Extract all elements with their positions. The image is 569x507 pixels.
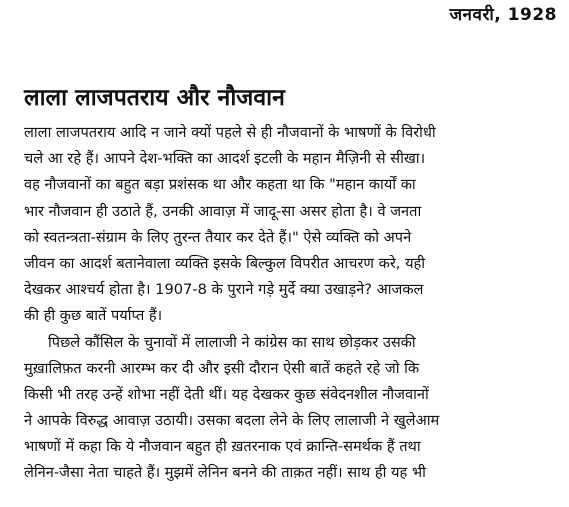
body-text xyxy=(24,120,554,487)
running-header-date: जनवरी, 1928 xyxy=(449,5,557,25)
text-line: मुख़ालिफ़त करनी आरम्भ कर दी और इसी दौरान ऐसी बातें कहते रहे जो कि xyxy=(24,359,420,377)
text-line: लाला लाजपतराय आदि न जाने क्यों पहले से ही नौजवानों के भाषणों के विरोधी xyxy=(24,124,436,141)
text-line: भार नौजवान ही उठाते हैं, उनकी आवाज़ में जादू-सा असर होता है। वे जनता xyxy=(24,202,422,220)
text-line: की ही कुछ बातें पर्याप्त हैं। xyxy=(24,307,163,325)
text-line: चले आ रहे हैं। आपने देश-भक्ति का आदर्श इटली के महान मैज़िनी से सीखा। xyxy=(24,150,426,168)
text-line: लेनिन-जैसा नेता चाहते हैं। मुझमें लेनिन बनने की ताक़त नहीं। साथ ही यह भी xyxy=(24,464,426,482)
text-line: किसी भी तरह उन्हें शोभा नहीं देती थीं। यह देखकर कुछ संवेदनशील नौजवानों xyxy=(24,385,429,403)
text-line: वह नौजवानों का बहुत बड़ा प्रशंसक था और कहता था कि "महान कार्यों का xyxy=(24,176,416,194)
text-line: पिछले कौंसिल के चुनावों में लालाजी ने कांग्रेस का साथ छोड़कर उसकी xyxy=(48,333,416,351)
text-line: को स्वतन्त्रता-संग्राम के लिए तुरन्त तैयार कर देते हैं।" ऐसे व्यक्ति को अपने xyxy=(24,228,412,246)
text-line: भाषणों में कहा कि ये नौजवान बहुत ही ख़तरनाक एवं क्रान्ति-समर्थक हैं तथा xyxy=(24,438,421,456)
text-line: जीवन का आदर्श बतानेवाला व्यक्ति इसके बिल्कुल विपरीत आचरण करे, यही xyxy=(24,254,426,272)
text-line: ने आपके विरुद्ध आवाज़ उठायी। उसका बदला लेने के लिए लालाजी ने खुलेआम xyxy=(24,412,440,430)
chapter-title: लाला लाजपतराय और नौजवान xyxy=(24,85,285,111)
text-line: देखकर आश्चर्य होता है। 1907-8 के पुराने गड़े मुर्दे क्या उखाड़ने? आजकल xyxy=(24,281,424,299)
